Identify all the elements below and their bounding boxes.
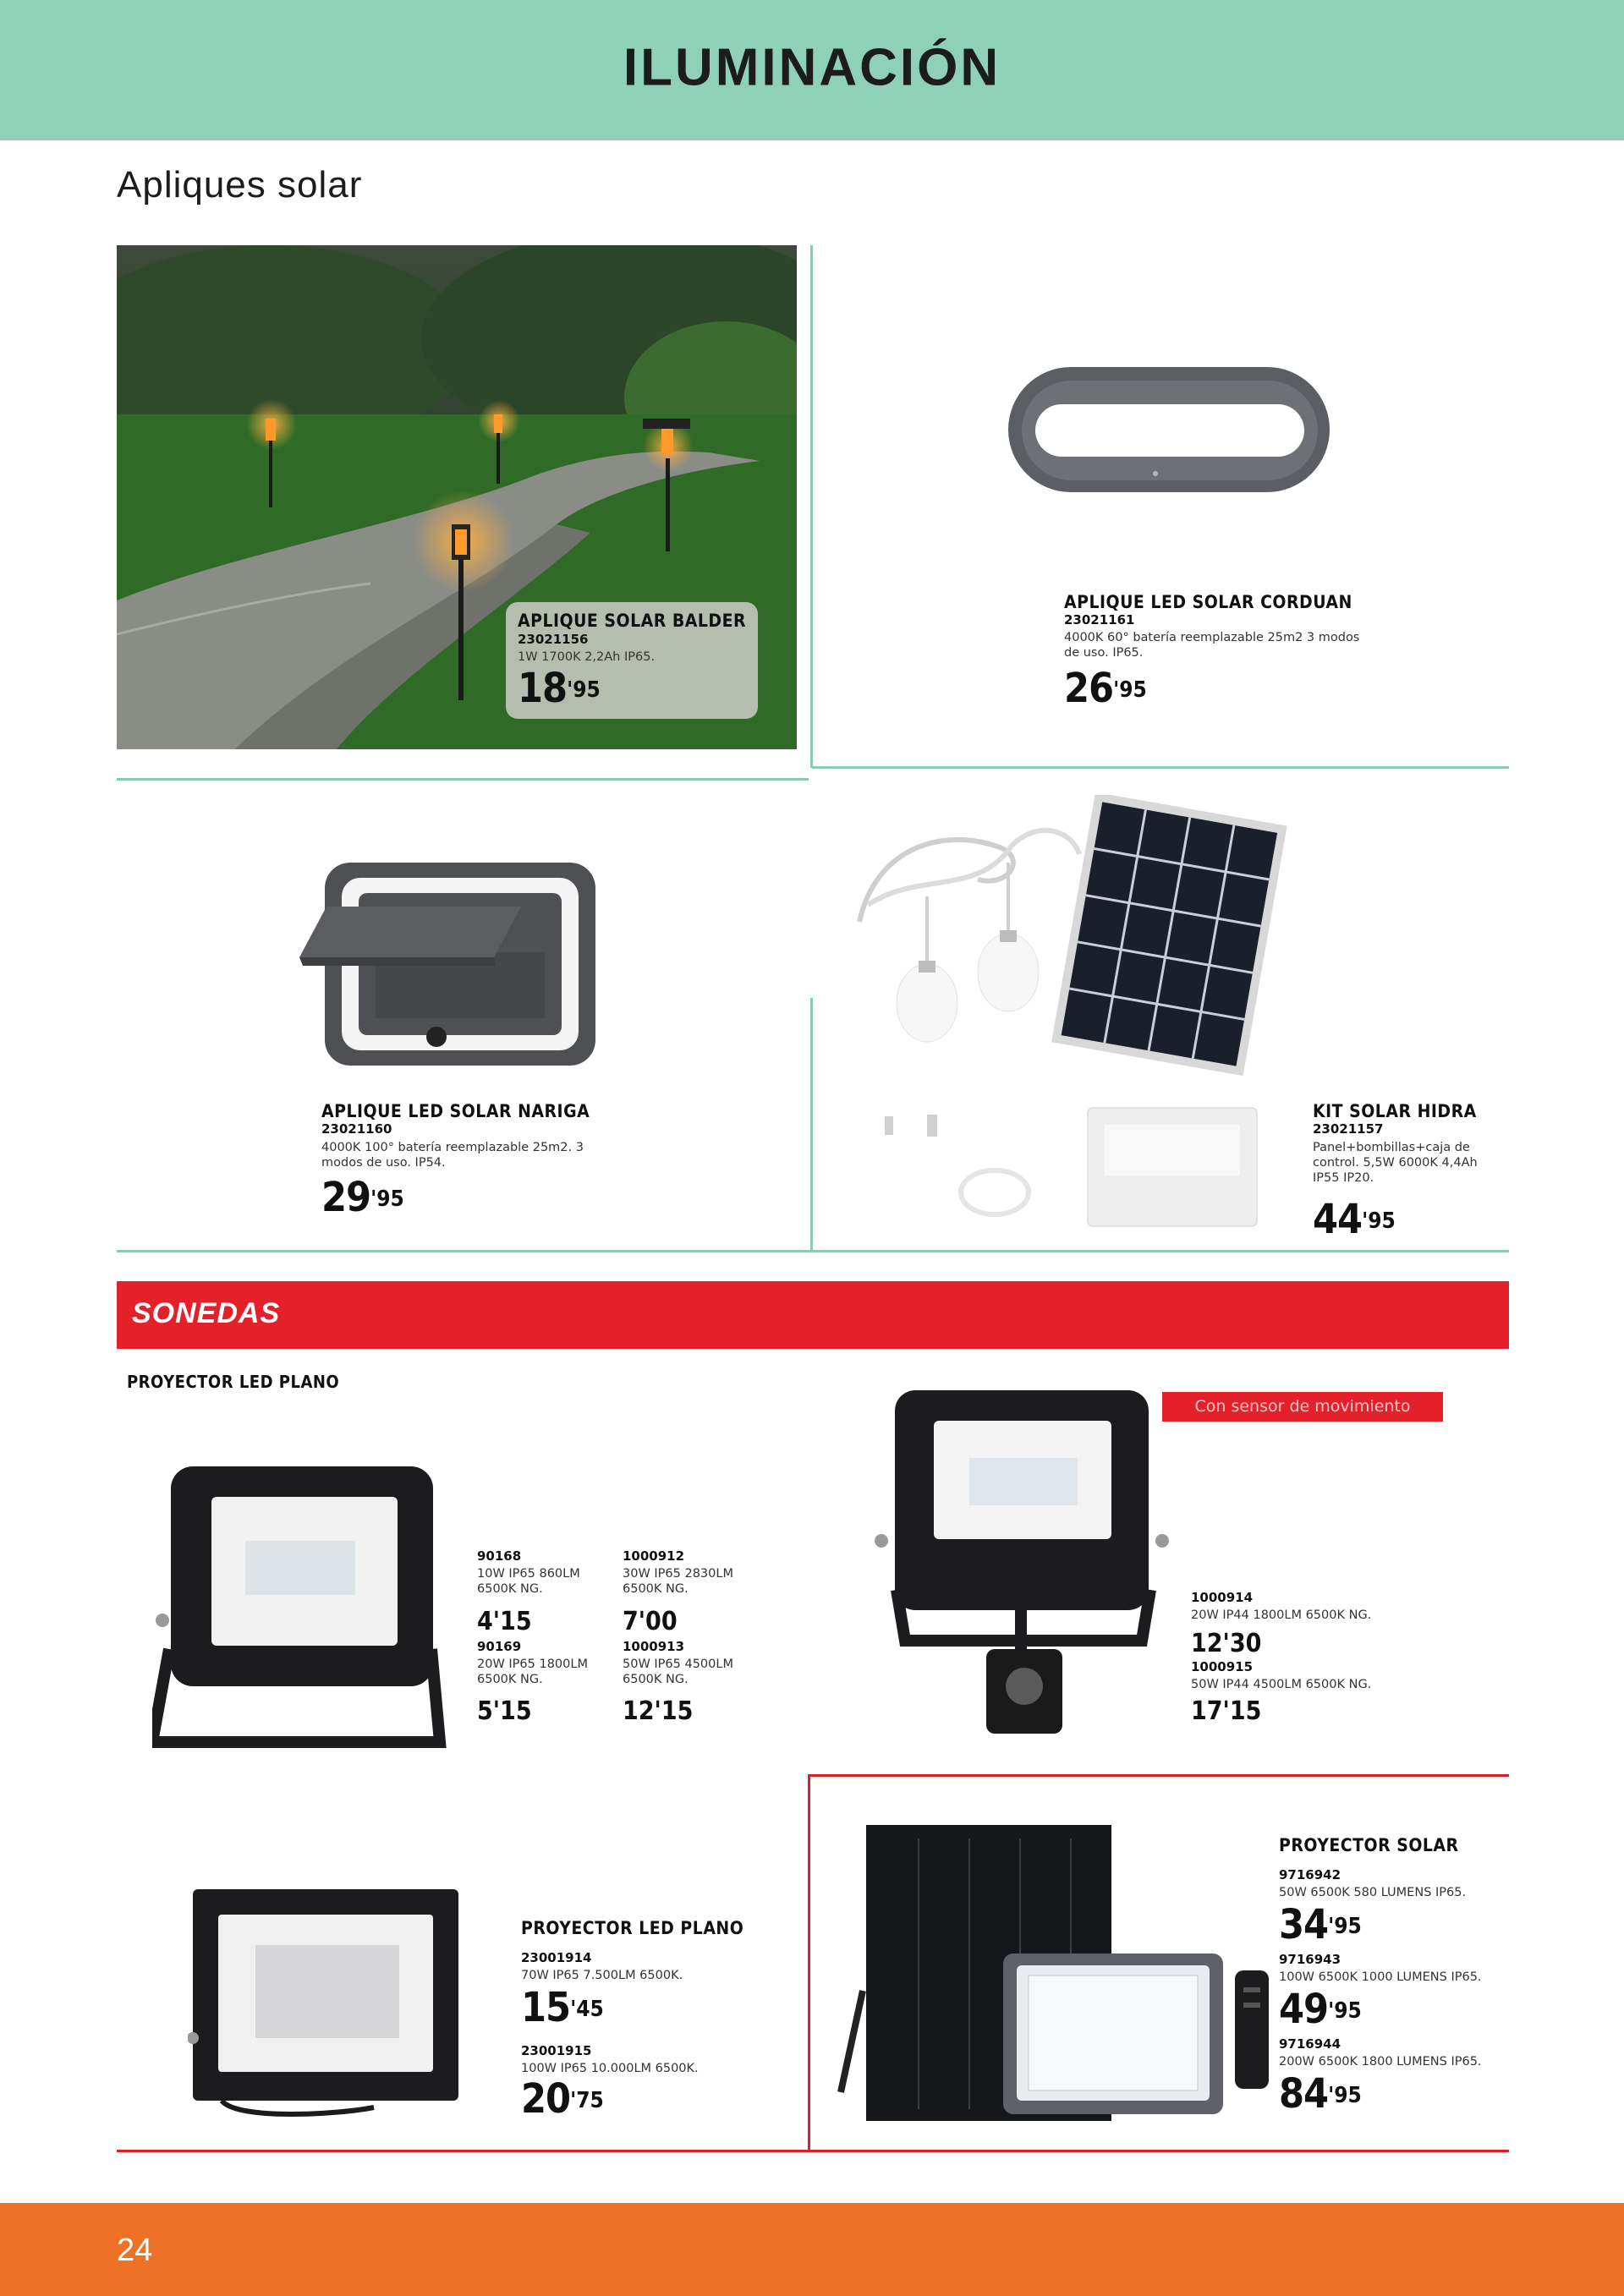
- corduan-desc: 4000K 60° batería reemplazable 25m2 3 modos de uso. IP65.: [1064, 631, 1360, 660]
- proyector-plano-desc: 50W IP65 4500LM 6500K NG.: [623, 1658, 733, 1686]
- balder-price: $18^{'95}$: [518, 665, 601, 712]
- sensor-tag: Con sensor de movimiento: [1162, 1392, 1443, 1422]
- corduan-code: 23021161: [1064, 612, 1135, 627]
- balder-desc: 1W 1700K 2,2Ah IP65.: [518, 650, 656, 664]
- proyector-solar-desc: 200W 6500K 1800 LUMENS IP65.: [1279, 2055, 1482, 2069]
- divider: [810, 245, 813, 768]
- divider: [117, 1250, 1509, 1252]
- divider: [808, 1774, 1509, 1777]
- nariga-desc: 4000K 100° batería reemplazable 25m2. 3 modos de uso. IP54.: [321, 1141, 584, 1170]
- proyector-solar-price: $34^{'95}$: [1279, 1901, 1362, 1948]
- brand-banner: [117, 1281, 1509, 1349]
- proyector-solar-desc: 50W 6500K 580 LUMENS IP65.: [1279, 1886, 1467, 1899]
- divider: [117, 2150, 1509, 2152]
- proyector-plano-2-price: $20^{'75}$: [521, 2075, 604, 2123]
- proyector-plano-2-price: $15^{'45}$: [521, 1984, 604, 2031]
- hidra-code: 23021157: [1313, 1121, 1384, 1137]
- proyector-solar-price: $49^{'95}$: [1279, 1986, 1362, 2033]
- proyector-plano-2-code: 23001915: [521, 2043, 592, 2058]
- page-title: ILUMINACIÓN: [623, 38, 1001, 97]
- proyector-sensor-code: 1000914: [1191, 1590, 1254, 1605]
- proyector-sensor-price: 17'15: [1191, 1696, 1262, 1726]
- hidra-name: KIT SOLAR HIDRA: [1313, 1101, 1477, 1121]
- proyector-solar-price: $84^{'95}$: [1279, 2070, 1362, 2118]
- nariga-code: 23021160: [321, 1121, 392, 1137]
- nariga-price: $29^{'95}$: [321, 1174, 404, 1221]
- proyector-plano-image: [152, 1463, 448, 1755]
- proyector-solar-code: 9716944: [1279, 2036, 1341, 2052]
- proyector-solar-code: 9716943: [1279, 1952, 1341, 1967]
- proyector-plano-2-code: 23001914: [521, 1950, 592, 1965]
- proyector-sensor-image: [871, 1387, 1176, 1755]
- hidra-kit-image: [842, 795, 1299, 1239]
- corduan-name: APLIQUE LED SOLAR CORDUAN: [1064, 592, 1352, 612]
- corduan-image: [1007, 365, 1336, 505]
- proyector-plano-desc: 30W IP65 2830LM 6500K NG.: [623, 1567, 733, 1596]
- proyector-solar-image: [837, 1822, 1286, 2139]
- section-title: Apliques solar: [117, 164, 363, 205]
- nariga-image: [299, 859, 601, 1075]
- divider: [812, 766, 1509, 769]
- divider: [117, 778, 809, 781]
- footer-bar: [0, 2203, 1624, 2296]
- hidra-price: $44^{'95}$: [1313, 1196, 1396, 1243]
- proyector-plano-price: 5'15: [477, 1696, 532, 1726]
- proyector-plano-price: 4'15: [477, 1607, 532, 1636]
- proyector-plano-code: 90169: [477, 1639, 522, 1654]
- proyector-solar-desc: 100W 6500K 1000 LUMENS IP65.: [1279, 1970, 1482, 1984]
- proyector-sensor-desc: 20W IP44 1800LM 6500K NG.: [1191, 1608, 1372, 1622]
- proyector-solar-code: 9716942: [1279, 1867, 1341, 1882]
- page-number: 24: [117, 2233, 153, 2268]
- proyector-plano-2-image: [188, 1886, 467, 2127]
- proyector-plano-2-title: PROYECTOR LED PLANO: [521, 1918, 744, 1938]
- nariga-name: APLIQUE LED SOLAR NARIGA: [321, 1101, 590, 1121]
- proyector-plano-desc: 10W IP65 860LM 6500K NG.: [477, 1567, 580, 1596]
- proyector-plano-code: 1000913: [623, 1639, 685, 1654]
- hidra-desc: Panel+bombillas+caja de control. 5,5W 6000K 4,4Ah IP55 IP20.: [1313, 1141, 1478, 1185]
- balder-code: 23021156: [518, 632, 589, 647]
- proyector-plano-price: 12'15: [623, 1696, 694, 1726]
- proyector-plano-2-desc: 100W IP65 10.000LM 6500K.: [521, 2062, 699, 2075]
- corduan-price: $26^{'95}$: [1064, 665, 1147, 712]
- proyector-solar-title: PROYECTOR SOLAR: [1279, 1835, 1459, 1855]
- proyector-plano-code: 1000912: [623, 1548, 685, 1564]
- proyector-sensor-code: 1000915: [1191, 1659, 1254, 1674]
- divider: [808, 1774, 810, 2151]
- balder-name: APLIQUE SOLAR BALDER: [518, 611, 747, 631]
- divider: [810, 998, 813, 1252]
- proyector-plano-title: PROYECTOR LED PLANO: [127, 1372, 340, 1392]
- brand-banner-label: SONEDAS: [132, 1297, 281, 1329]
- proyector-sensor-price: 12'30: [1191, 1629, 1262, 1658]
- proyector-sensor-desc: 50W IP44 4500LM 6500K NG.: [1191, 1678, 1372, 1691]
- proyector-plano-price: 7'00: [623, 1607, 678, 1636]
- proyector-plano-code: 90168: [477, 1548, 522, 1564]
- proyector-plano-2-desc: 70W IP65 7.500LM 6500K.: [521, 1969, 683, 1982]
- proyector-plano-desc: 20W IP65 1800LM 6500K NG.: [477, 1658, 588, 1686]
